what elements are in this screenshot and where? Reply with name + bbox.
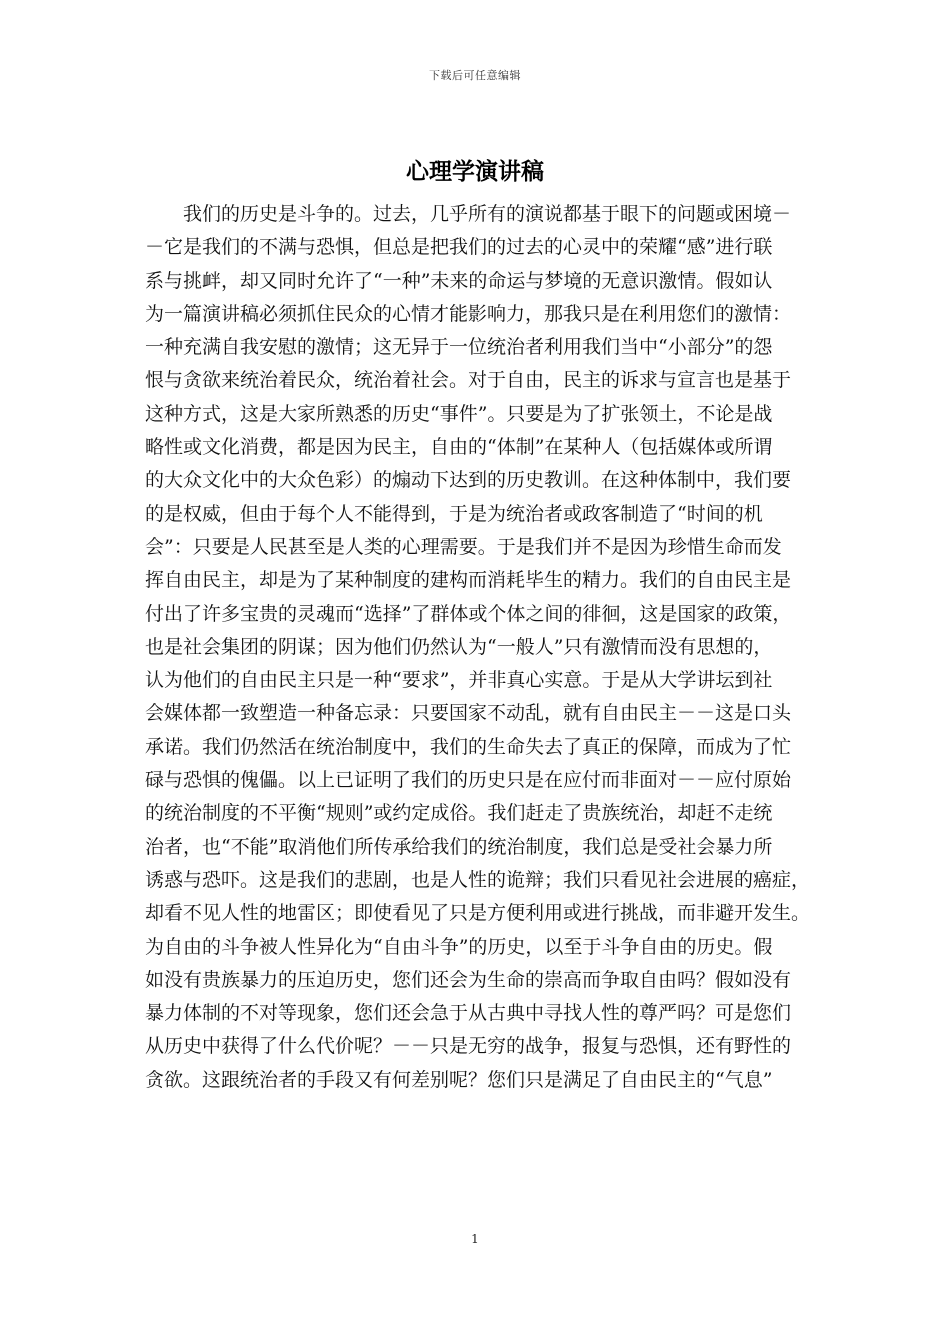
text-line: 诱惑与恐吓。这是我们的悲剧，也是人性的诡辩；我们只看见社会进展的癌症，: [145, 868, 811, 891]
text-line: 恨与贪欲来统治着民众，统治着社会。对于自由，民主的诉求与宣言也是基于: [145, 369, 792, 392]
text-line: 的是权威，但由于每个人不能得到，于是为统治者或政客制造了“时间的机: [145, 502, 763, 525]
text-line: 会媒体都一致塑造一种备忘录：只要国家不动乱，就有自由民主－－这是口头: [145, 702, 792, 725]
header-note: 下载后可任意编辑: [429, 69, 521, 82]
text-line: 系与挑衅，却又同时允许了“一种”未来的命运与梦境的无意识激情。假如认: [145, 269, 773, 292]
text-line: 的统治制度的不平衡“规则”或约定成俗。我们赶走了贵族统治，却赶不走统: [145, 802, 773, 825]
text-line: 也是社会集团的阴谋；因为他们仍然认为“一般人”只有激情而没有思想的，: [145, 635, 773, 658]
text-line: 我们的历史是斗争的。过去，几乎所有的演说都基于眼下的问题或困境－: [183, 203, 792, 225]
document-title: 心理学演讲稿: [406, 159, 544, 185]
text-line: 碌与恐惧的傀儡。以上已证明了我们的历史只是在应付而非面对－－应付原始: [145, 769, 792, 792]
text-line: 认为他们的自由民主只是一种“要求”，并非真心实意。于是从大学讲坛到社: [145, 669, 773, 692]
text-line: 治者，也“不能”取消他们所传承给我们的统治制度，我们总是受社会暴力所: [145, 835, 773, 858]
text-line: 却看不见人性的地雷区；即使看见了只是方便利用或进行挑战，而非避开发生。: [145, 902, 811, 925]
text-line: －它是我们的不满与恐惧，但总是把我们的过去的心灵中的荣耀“感”进行联: [145, 236, 773, 259]
text-line: 略性或文化消费，都是因为民主，自由的“体制”在某种人（包括媒体或所谓: [145, 436, 773, 459]
text-line: 贪欲。这跟统治者的手段又有何差别呢？您们只是满足了自由民主的“气息”: [145, 1068, 773, 1091]
page-number: 1: [471, 1232, 479, 1246]
text-line: 这种方式，这是大家所熟悉的历史“事件”。只要是为了扩张领土，不论是战: [145, 402, 773, 425]
text-line: 从历史中获得了什么代价呢？－－只是无穷的战争，报复与恐惧，还有野性的: [145, 1035, 792, 1058]
text-line: 为自由的斗争被人性异化为“自由斗争”的历史，以至于斗争自由的历史。假: [145, 935, 773, 958]
text-line: 的大众文化中的大众色彩）的煽动下达到的历史教训。在这种体制中，我们要: [145, 469, 792, 492]
body-text: [145, 198, 825, 1097]
text-line: 承诺。我们仍然活在统治制度中，我们的生命失去了真正的保障，而成为了忙: [145, 735, 792, 758]
text-line: 一种充满自我安慰的激情；这无异于一位统治者利用我们当中“小部分”的怨: [145, 336, 773, 359]
text-line: 如没有贵族暴力的压迫历史，您们还会为生命的崇高而争取自由吗？假如没有: [145, 968, 792, 991]
text-line: 会”：只要是人民甚至是人类的心理需要。于是我们并不是因为珍惜生命而发: [145, 535, 782, 558]
text-line: 挥自由民主，却是为了某种制度的建构而消耗毕生的精力。我们的自由民主是: [145, 569, 792, 592]
text-line: 为一篇演讲稿必须抓住民众的心情才能影响力，那我只是在利用您们的激情：: [145, 302, 792, 325]
text-line: 付出了许多宝贵的灵魂而“选择”了群体或个体之间的徘徊，这是国家的政策，: [145, 602, 792, 625]
text-line: 暴力体制的不对等现象，您们还会急于从古典中寻找人性的尊严吗？可是您们: [145, 1002, 792, 1025]
